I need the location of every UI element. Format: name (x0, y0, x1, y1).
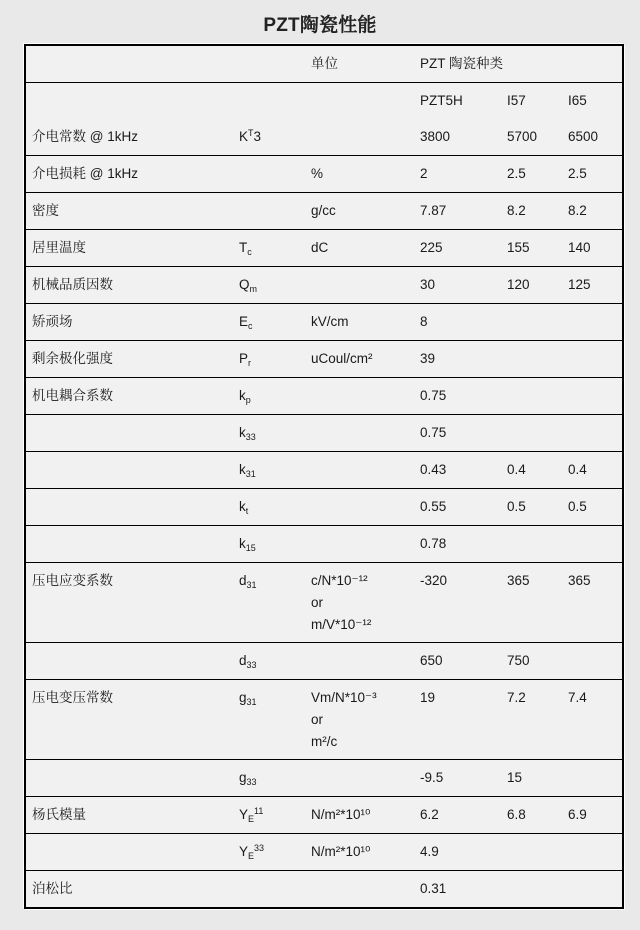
table-row (26, 679, 622, 759)
property-symbol (239, 274, 257, 296)
table-header-row (26, 46, 622, 82)
property-symbol (239, 459, 256, 481)
material-header-pzt5h: PZT5H (420, 93, 463, 108)
properties-table (24, 44, 624, 909)
value-i65: 6500 (568, 129, 599, 144)
table-row (26, 525, 622, 562)
symbol-base: k (239, 536, 246, 551)
value-i65: 125 (568, 277, 591, 292)
property-symbol (239, 126, 261, 148)
value-i65: 0.5 (568, 499, 587, 514)
property-unit (311, 687, 377, 753)
unit-line: or (311, 595, 324, 610)
value-pzt5h: 3800 (420, 129, 451, 144)
value-pzt5h: 39 (420, 351, 436, 366)
property-label: 压电应变系数 (32, 573, 113, 588)
property-symbol (239, 385, 251, 407)
symbol-subscript: c (247, 247, 252, 257)
property-unit (311, 804, 370, 826)
property-unit (311, 200, 336, 222)
unit-line: N/m²*10¹⁰ (311, 807, 371, 822)
property-label: 机械品质因数 (32, 277, 113, 292)
property-symbol (239, 570, 257, 592)
symbol-base: Q (239, 277, 250, 292)
symbol-base: k (239, 388, 246, 403)
symbol-subscript: E (248, 814, 255, 824)
value-i57: 5700 (507, 129, 538, 144)
table-row (26, 451, 622, 488)
property-symbol (239, 496, 248, 518)
property-symbol (239, 237, 252, 259)
unit-line: N/m²*10¹⁰ (311, 844, 371, 859)
symbol-subscript: 33 (246, 660, 257, 670)
value-pzt5h: 650 (420, 653, 443, 668)
unit-line: m²/c (311, 734, 338, 749)
table-row (26, 642, 622, 679)
property-unit (311, 237, 328, 259)
material-header-i65: I65 (568, 93, 587, 108)
table-row (26, 833, 622, 870)
unit-line: g/cc (311, 203, 336, 218)
symbol-subscript: r (248, 358, 252, 368)
property-label: 介电损耗 @ 1kHz (32, 166, 138, 181)
material-type-header: PZT 陶瓷种类 (420, 56, 504, 71)
property-unit (311, 841, 370, 863)
value-i65: 0.4 (568, 462, 587, 477)
value-i57: 750 (507, 653, 530, 668)
value-i57: 155 (507, 240, 530, 255)
value-pzt5h: 30 (420, 277, 436, 292)
value-i57: 2.5 (507, 166, 526, 181)
unit-line: c/N*10⁻¹² (311, 573, 368, 588)
property-symbol (239, 650, 257, 672)
symbol-base: E (239, 314, 249, 329)
value-i57: 120 (507, 277, 530, 292)
property-symbol (239, 348, 251, 370)
table-row (26, 192, 622, 229)
value-i57: 8.2 (507, 203, 526, 218)
unit-column-header: 单位 (311, 56, 338, 71)
property-label: 密度 (32, 203, 59, 218)
value-pzt5h: 8 (420, 314, 428, 329)
unit-line: dC (311, 240, 329, 255)
page-title: PZT陶瓷性能 (263, 15, 377, 36)
value-i57: 365 (507, 573, 530, 588)
value-pzt5h: 4.9 (420, 844, 439, 859)
value-i65: 2.5 (568, 166, 587, 181)
property-symbol (239, 804, 263, 826)
property-unit (311, 348, 373, 370)
property-symbol (239, 841, 264, 863)
symbol-base: Y (239, 807, 249, 822)
value-pzt5h: 0.31 (420, 881, 447, 896)
value-pzt5h: 0.43 (420, 462, 447, 477)
symbol-base: k (239, 425, 246, 440)
value-pzt5h: 0.75 (420, 425, 447, 440)
value-i57: 7.2 (507, 690, 526, 705)
value-i65: 7.4 (568, 690, 587, 705)
symbol-base: g (239, 770, 247, 785)
value-pzt5h: 6.2 (420, 807, 439, 822)
symbol-subscript: p (245, 395, 251, 405)
symbol-base: k (239, 462, 246, 477)
value-i65: 365 (568, 573, 591, 588)
table-body (26, 119, 622, 907)
symbol-base: Y (239, 844, 249, 859)
table-row (26, 155, 622, 192)
value-i57: 0.5 (507, 499, 526, 514)
value-i57: 15 (507, 770, 523, 785)
unit-line: kV/cm (311, 314, 349, 329)
property-label: 压电变压常数 (32, 690, 113, 705)
property-label: 剩余极化强度 (32, 351, 113, 366)
value-i65: 8.2 (568, 203, 587, 218)
table-subheader-row (26, 82, 622, 119)
symbol-subscript: t (245, 506, 249, 516)
symbol-subscript: m (249, 284, 258, 294)
symbol-subscript: E (248, 851, 255, 861)
table-row (26, 377, 622, 414)
property-label: 居里温度 (32, 240, 86, 255)
table-row (26, 340, 622, 377)
symbol-base: d (239, 573, 247, 588)
symbol-base: g (239, 690, 247, 705)
unit-line: % (311, 166, 324, 181)
value-pzt5h: -9.5 (420, 770, 444, 785)
table-row (26, 759, 622, 796)
symbol-base: T (239, 240, 248, 255)
table-row (26, 266, 622, 303)
unit-line: Vm/N*10⁻³ (311, 690, 377, 705)
property-symbol (239, 533, 256, 555)
value-pzt5h: 225 (420, 240, 443, 255)
property-label: 杨氏模量 (32, 807, 86, 822)
property-symbol (239, 422, 256, 444)
value-i65: 140 (568, 240, 591, 255)
value-pzt5h: 0.55 (420, 499, 447, 514)
symbol-superscript: 33 (254, 843, 265, 853)
property-symbol (239, 311, 253, 333)
table-row (26, 119, 622, 155)
symbol-base: K (239, 129, 249, 144)
material-header-i57: I57 (507, 93, 526, 108)
symbol-subscript: 33 (246, 777, 257, 787)
value-pzt5h: -320 (420, 573, 448, 588)
property-unit (311, 570, 371, 636)
table-row (26, 870, 622, 907)
symbol-tail: 3 (253, 129, 262, 144)
symbol-base: d (239, 653, 247, 668)
symbol-subscript: 31 (246, 580, 257, 590)
symbol-subscript: c (248, 321, 253, 331)
table-row (26, 414, 622, 451)
symbol-subscript: 31 (245, 469, 256, 479)
symbol-subscript: 31 (246, 697, 257, 707)
value-i65: 6.9 (568, 807, 587, 822)
value-pzt5h: 7.87 (420, 203, 447, 218)
value-pzt5h: 19 (420, 690, 436, 705)
property-symbol (239, 687, 257, 709)
property-label: 机电耦合系数 (32, 388, 113, 403)
table-row (26, 488, 622, 525)
value-i57: 6.8 (507, 807, 526, 822)
unit-line: or (311, 712, 324, 727)
property-label: 矫顽场 (32, 314, 73, 329)
table-row (26, 796, 622, 833)
symbol-base: k (239, 499, 246, 514)
unit-line: uCoul/cm² (311, 351, 373, 366)
value-pzt5h: 0.75 (420, 388, 447, 403)
property-unit (311, 311, 349, 333)
symbol-superscript: 11 (254, 806, 264, 816)
value-i57: 0.4 (507, 462, 526, 477)
value-pzt5h: 2 (420, 166, 428, 181)
property-label: 泊松比 (32, 881, 73, 896)
property-unit (311, 163, 323, 185)
table-row (26, 562, 622, 642)
symbol-base: P (239, 351, 249, 366)
symbol-subscript: 15 (245, 543, 256, 553)
table-row (26, 229, 622, 266)
property-label: 介电常数 @ 1kHz (32, 129, 138, 144)
table-row (26, 303, 622, 340)
unit-line: m/V*10⁻¹² (311, 617, 372, 632)
symbol-subscript: 33 (245, 432, 256, 442)
value-pzt5h: 0.78 (420, 536, 447, 551)
symbol-superscript: T (248, 128, 254, 138)
property-symbol (239, 767, 257, 789)
